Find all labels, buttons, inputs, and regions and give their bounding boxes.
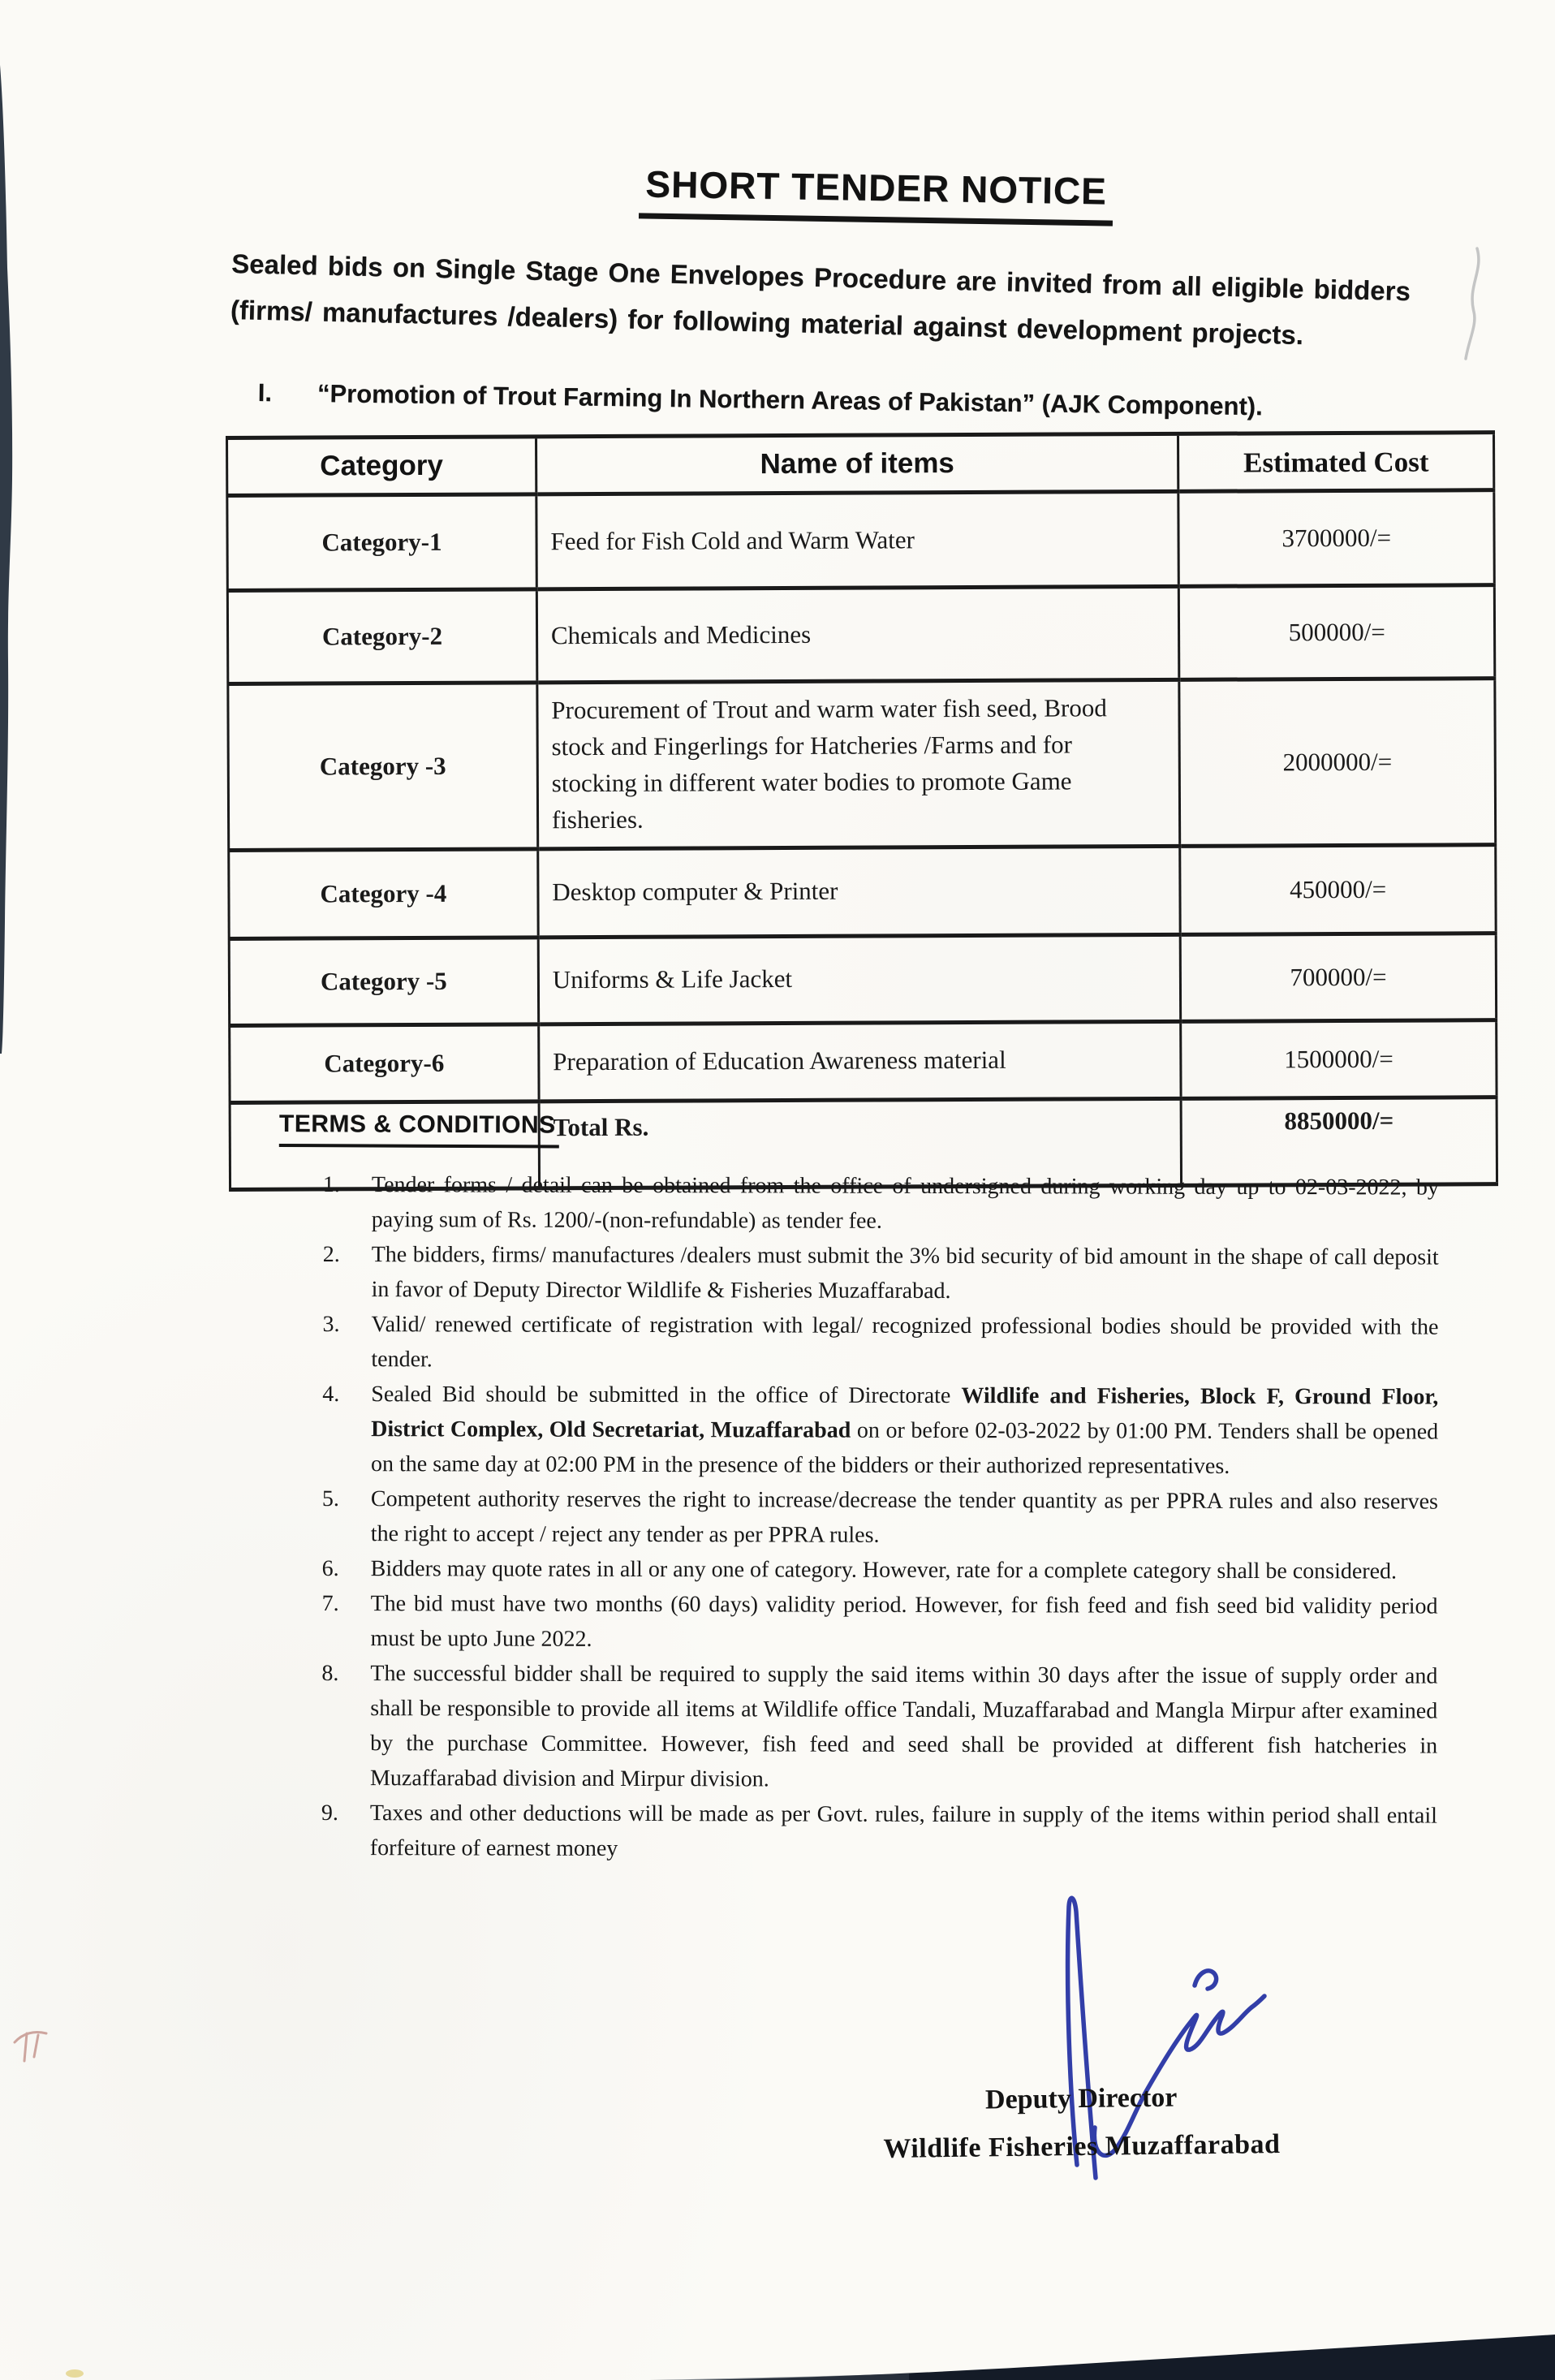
- section-row: [257, 378, 1262, 421]
- cost-cell: 500000/=: [1179, 585, 1495, 680]
- terms-list: [321, 1167, 1439, 1869]
- term-item: [322, 1481, 1438, 1554]
- cost-cell: 700000/=: [1180, 933, 1496, 1021]
- section-number: I.: [257, 378, 273, 407]
- item-cell: Uniforms & Life Jacket: [538, 934, 1181, 1024]
- term-text: Tender forms / detail can be obtained from the office of undersigned during working day up to 02-03-2022, by paying sum of Rs. 1200/-(non-refundable) as tender fee.: [371, 1172, 1439, 1234]
- tender-table-body: [227, 490, 1497, 1190]
- header-name-of-items: Name of items: [536, 433, 1178, 494]
- item-cell: Desktop computer & Printer: [538, 846, 1181, 937]
- cost-cell: 450000/=: [1180, 844, 1496, 934]
- section-heading: “Promotion of Trout Farming In Northern Areas of Pakistan” (AJK Component).: [317, 379, 1263, 421]
- item-cell: Procurement of Trout and warm water fish seed, Brood stock and Fingerlings for Hatcheries /Farms and for stocking in different water bodies to promote Game fisheries.: [537, 679, 1180, 848]
- term-text: Bidders may quote rates in all or any one of category. However, rate for a complete category shall be considered.: [370, 1556, 1398, 1585]
- item-cell: Preparation of Education Awareness material: [539, 1021, 1182, 1101]
- scan-edge-left-artifact: [0, 57, 16, 1055]
- cost-cell: 8850000/=: [1181, 1097, 1497, 1185]
- title-wrap: [267, 157, 1485, 231]
- term-text: The bidders, firms/ manufactures /dealers must submit the 3% bid security of bid amount in the shape of call deposit in favor of Deputy Director Wildlife & Fisheries Muzaffarabad.: [371, 1242, 1439, 1304]
- table-row: [228, 679, 1496, 851]
- term-text: Competent authority reserves the right to increase/decrease the tender quantity as per PPRA rules and also reserves the right to accept / reject any tender as per PPRA rules.: [370, 1486, 1438, 1548]
- signatory-office: Wildlife Fisheries Muzaffarabad: [883, 2128, 1281, 2164]
- item-cell: Feed for Fish Cold and Warm Water: [536, 491, 1179, 589]
- term-number: 1.: [322, 1172, 340, 1198]
- intro-paragraph: Sealed bids on Single Stage One Envelopes Procedure are invited from all eligible bidders (firms/ manufactures /dealers) for following material against development projects.: [230, 248, 1411, 351]
- signatory-title: Deputy Director: [984, 2082, 1178, 2115]
- header-estimated-cost: Estimated Cost: [1178, 433, 1494, 492]
- term-item: [321, 1656, 1437, 1799]
- category-cell: Category -4: [229, 849, 538, 939]
- header-category: Category: [227, 437, 536, 496]
- term-item: [323, 1237, 1439, 1310]
- category-cell: Category-2: [227, 589, 536, 684]
- item-cell: Chemicals and Medicines: [536, 586, 1179, 682]
- category-cell: Category -5: [229, 938, 538, 1026]
- cost-cell: 2000000/=: [1179, 679, 1496, 846]
- term-text: The bid must have two months (60 days) validity period. However, for fish feed and fish seed bid validity period must be upto June 2022.: [370, 1591, 1438, 1652]
- scan-edge-bottom-artifact: [0, 2328, 1555, 2380]
- table-row: [229, 933, 1496, 1025]
- term-item: [321, 1796, 1437, 1869]
- term-text: Sealed Bid should be submitted in the office of Directorate Wildlife and Fisheries, Block F, Ground Floor, District Complex, Old Secretariat, Muzaffarabad on or before 02-03-2022 by 01:00 PM. Tenders shall be opened on the same day at 02:00 PM in the presence of the bidders or their authorized representatives.: [371, 1382, 1439, 1479]
- tender-table-head: [227, 433, 1494, 496]
- term-number: 5.: [321, 1485, 339, 1512]
- term-item: [321, 1586, 1437, 1659]
- category-cell: Category -3: [228, 683, 538, 850]
- term-item: [323, 1167, 1439, 1240]
- term-number: 4.: [322, 1381, 340, 1408]
- signature-block: [859, 2082, 1304, 2164]
- term-number: 3.: [322, 1311, 340, 1338]
- page-title: SHORT TENDER NOTICE: [639, 163, 1113, 226]
- term-text: The successful bidder shall be required to supply the said items within 30 days after the issue of supply order and shall be responsible to provide all items at Wildlife office Tandali, Muzaffarabad and Mangla Mirpur after examined by the purchase Committee. However, fish feed and seed shall be provided at different fish hatcheries in Muzaffarabad division and Mirpur division.: [369, 1661, 1438, 1792]
- category-cell: Category-1: [227, 494, 536, 591]
- item-cell: Total Rs.: [539, 1098, 1182, 1188]
- term-item: [322, 1307, 1438, 1380]
- term-text: Valid/ renewed certificate of registration with legal/ recognized professional bodies should be provided with the tender.: [371, 1312, 1439, 1373]
- term-number: 9.: [321, 1800, 338, 1826]
- table-header-row: [227, 433, 1494, 496]
- cost-cell: 1500000/=: [1181, 1020, 1497, 1098]
- table-row: [229, 844, 1496, 938]
- table-row: [230, 1020, 1497, 1102]
- category-cell: Category-6: [230, 1024, 539, 1103]
- term-number: 2.: [322, 1241, 340, 1268]
- cost-cell: 3700000/=: [1178, 490, 1494, 587]
- term-number: 6.: [321, 1555, 339, 1582]
- terms-heading: TERMS & CONDITIONS: [279, 1110, 559, 1149]
- red-ink-mark-artifact: [10, 2023, 60, 2070]
- tender-table: [226, 430, 1498, 1192]
- term-text: Taxes and other deductions will be made as per Govt. rules, failure in supply of the items within period shall entail forfeiture of earnest money: [369, 1800, 1437, 1861]
- table-row: [227, 490, 1494, 591]
- term-number: 8.: [321, 1660, 339, 1687]
- term-item: [322, 1551, 1438, 1589]
- table-row: [227, 585, 1494, 684]
- term-item: [322, 1377, 1438, 1485]
- term-number: 7.: [321, 1590, 339, 1617]
